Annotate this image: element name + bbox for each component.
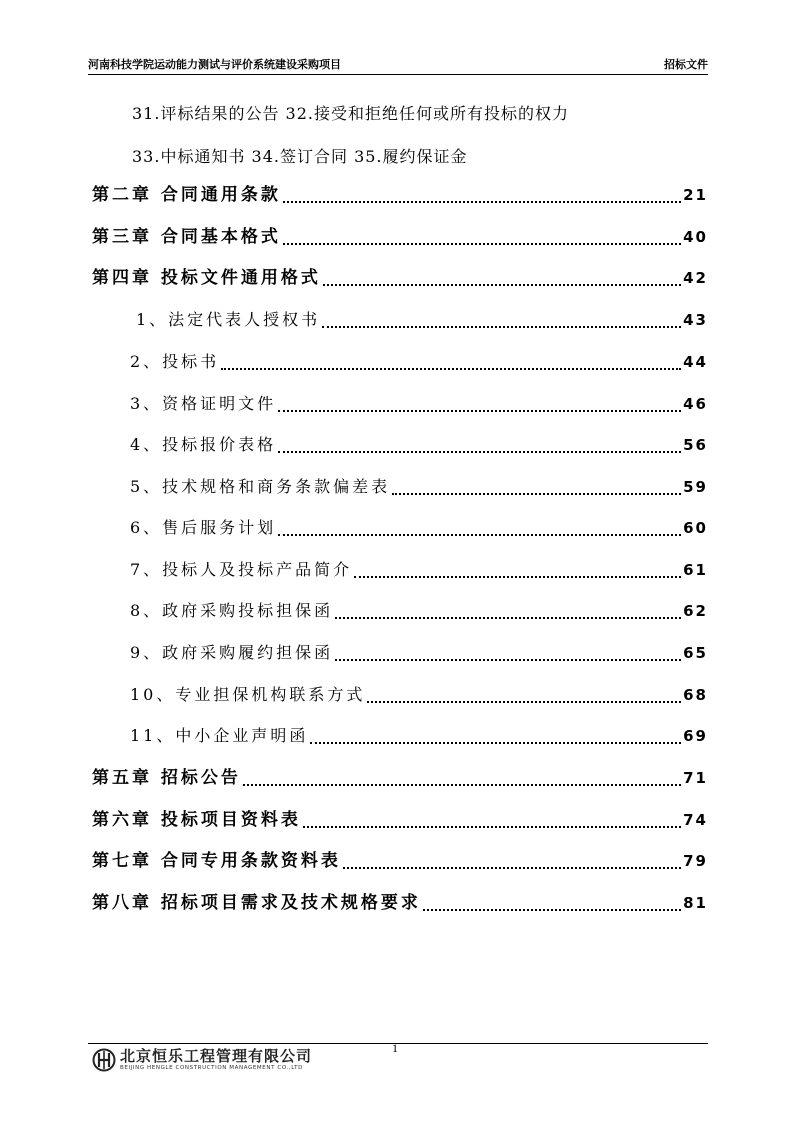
toc-entry-sub-6[interactable] [130,516,708,540]
toc-leader [335,659,681,661]
toc-entry-sub-4[interactable] [130,433,708,457]
toc-entry-sub-7[interactable] [130,558,708,582]
toc-page-number: 62 [683,602,708,620]
intro-line-2: 33.中标通知书 34.签订合同 35.履约保证金 [132,147,468,166]
footer-divider [88,1043,708,1044]
toc-entry-sub-5[interactable] [130,475,708,499]
toc-entry-sub-1[interactable] [136,308,708,332]
toc-label: 第八章 招标项目需求及技术规格要求 [92,893,421,913]
toc-page-number: 42 [683,269,708,287]
toc-leader [283,243,681,245]
toc-entry-sub-2[interactable] [130,350,708,374]
toc-leader [278,451,681,453]
toc-page-number: 79 [683,852,708,870]
header-doc-type: 招标文件 [664,58,708,71]
toc-page-number: 71 [683,769,708,787]
header-project-title: 河南科技学院运动能力测试与评价系统建设采购项目 [88,58,341,71]
toc-leader [367,701,681,703]
company-logo-icon [92,1048,116,1072]
toc-label: 11、中小企业声明函 [130,726,309,745]
toc-leader [278,410,681,412]
toc-label: 3、资格证明文件 [130,394,277,413]
toc-page-number: 40 [683,228,708,246]
toc-leader [322,326,681,328]
toc-leader [243,784,681,786]
toc-label: 第四章 投标文件通用格式 [92,268,321,288]
toc-label: 10、专业担保机构联系方式 [130,685,366,704]
toc-leader [335,617,681,619]
toc-entry-sub-10[interactable] [130,683,708,707]
toc-leader [423,909,681,911]
toc-leader [283,201,681,203]
company-name-en: BEIJING HENGLE CONSTRUCTION MANAGEMENT CO.,LTD [120,1064,303,1071]
toc-page-number: 43 [683,311,708,329]
toc-entry-chapter-5[interactable] [92,766,708,790]
toc-label: 2、投标书 [130,352,220,371]
toc-page-number: 56 [683,436,708,454]
toc-label: 5、技术规格和商务条款偏差表 [130,477,391,496]
toc-entry-chapter-8[interactable] [92,891,708,915]
toc-leader [278,534,681,536]
toc-label: 第六章 投标项目资料表 [92,810,301,830]
toc-page-number: 74 [683,811,708,829]
toc-leader [221,368,681,370]
toc-leader [303,826,681,828]
toc-label: 9、政府采购履约担保函 [130,643,334,662]
toc-page-number: 68 [683,686,708,704]
company-logo [92,1046,312,1074]
toc-label: 1、法定代表人授权书 [136,310,321,329]
toc-page-number: 60 [683,519,708,537]
page-number: 1 [392,1041,398,1055]
toc-page-number: 65 [683,644,708,662]
toc-label: 第五章 招标公告 [92,768,241,788]
toc-label: 6、售后服务计划 [130,518,277,537]
toc-entry-chapter-3[interactable] [92,225,708,249]
toc-page-number: 81 [683,894,708,912]
toc-entry-sub-11[interactable] [130,724,708,748]
toc-page-number: 21 [683,186,708,204]
company-name-cn: 北京恒乐工程管理有限公司 [120,1046,313,1065]
toc-label: 第七章 合同专用条款资料表 [92,851,341,871]
toc-page-number: 44 [683,353,708,371]
toc-leader [310,742,681,744]
toc-leader [392,493,681,495]
toc-leader [354,576,681,578]
toc-page-number: 69 [683,727,708,745]
header-divider [88,74,708,75]
intro-line-1: 31.评标结果的公告 32.接受和拒绝任何或所有投标的权力 [132,104,569,123]
page-header [88,56,708,72]
toc-label: 8、政府采购投标担保函 [130,601,334,620]
toc-page-number: 46 [683,395,708,413]
toc-entry-chapter-6[interactable] [92,808,708,832]
toc-entry-chapter-2[interactable] [92,183,708,207]
toc-entry-sub-3[interactable] [130,392,708,416]
toc-leader [323,284,681,286]
toc-leader [343,867,681,869]
toc-label: 第二章 合同通用条款 [92,185,281,205]
toc-entry-chapter-7[interactable] [92,849,708,873]
toc-entry-chapter-4[interactable] [92,266,708,290]
toc-label: 4、投标报价表格 [130,435,277,454]
toc-page-number: 59 [683,478,708,496]
toc-page-number: 61 [683,561,708,579]
toc-label: 7、投标人及投标产品简介 [130,560,353,579]
toc-label: 第三章 合同基本格式 [92,227,281,247]
toc-entry-sub-8[interactable] [130,599,708,623]
toc-entry-sub-9[interactable] [130,641,708,665]
